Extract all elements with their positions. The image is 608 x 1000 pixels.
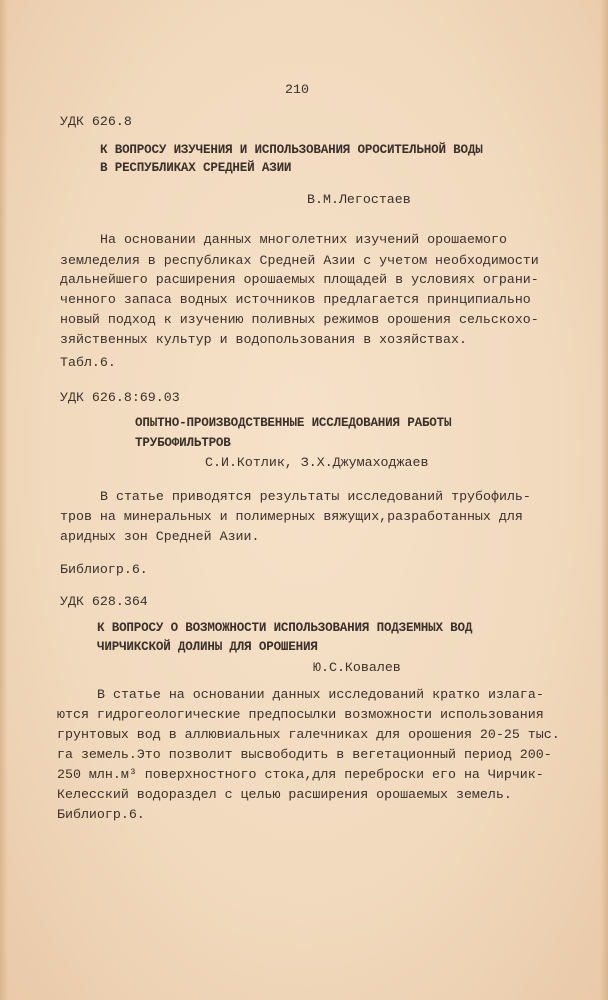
article-title-line: В РЕСПУБЛИКАХ СРЕДНЕЙ АЗИИ bbox=[100, 161, 292, 175]
article-authors: В.М.Легостаев bbox=[307, 192, 411, 207]
article-title-line: ОПЫТНО-ПРОИЗВОДСТВЕННЫЕ ИССЛЕДОВАНИЯ РАБОТЫ bbox=[135, 416, 452, 430]
abstract-line: На основании данных многолетних изучений орошаемого bbox=[100, 232, 507, 247]
udk-code: УДК 626.8 bbox=[60, 114, 132, 129]
abstract-line: В статье приводятся результаты исследований трубофиль- bbox=[100, 489, 531, 504]
article-note: Табл.6. bbox=[60, 355, 116, 370]
udk-code: УДК 626.8:69.03 bbox=[60, 390, 180, 405]
abstract-line: новый подход к изучению поливных режимов орошения сельскохо- bbox=[60, 312, 539, 327]
udk-code: УДК 628.364 bbox=[60, 594, 148, 609]
abstract-line: дальнейшего расширения орошаемых площадей в условиях ограни- bbox=[60, 272, 539, 287]
page-edge-left bbox=[0, 0, 8, 1000]
abstract-line: грунтовых вод в аллювиальных галечниках для орошения 20-25 тыс. bbox=[57, 727, 560, 742]
abstract-line: зяйственных культур и водопользования в хозяйствах. bbox=[60, 332, 467, 347]
abstract-line: ются гидрогеологические предпосылки возможности использования bbox=[57, 707, 544, 722]
abstract-line: 250 млн.м³ поверхностного стока,для переброски его на Чирчик- bbox=[57, 767, 544, 782]
article-title-line: К ВОПРОСУ О ВОЗМОЖНОСТИ ИСПОЛЬЗОВАНИЯ ПОДЗЕМНЫХ ВОД bbox=[97, 621, 473, 635]
abstract-line: аридных зон Средней Азии. bbox=[60, 529, 260, 544]
abstract-line: ченного запаса водных источников предлагается принципиально bbox=[60, 292, 531, 307]
page-edge-right bbox=[600, 0, 608, 1000]
article-note: Библиогр.6. bbox=[57, 807, 145, 822]
page-number: 210 bbox=[285, 82, 309, 97]
article-note: Библиогр.6. bbox=[60, 562, 148, 577]
article-title-line: ТРУБОФИЛЬТРОВ bbox=[135, 436, 231, 450]
abstract-line: тров на минеральных и полимерных вяжущих,разработанных для bbox=[60, 509, 523, 524]
article-title-line: К ВОПРОСУ ИЗУЧЕНИЯ И ИСПОЛЬЗОВАНИЯ ОРОСИТЕЛЬНОЙ ВОДЫ bbox=[100, 143, 483, 157]
article-authors: Ю.С.Ковалев bbox=[313, 660, 401, 675]
abstract-line: га земель.Это позволит высвободить в вегетационный период 200- bbox=[57, 747, 552, 762]
article-authors: С.И.Котлик, З.Х.Джумаходжаев bbox=[205, 455, 429, 470]
abstract-line: В статье на основании данных исследований кратко излага- bbox=[97, 687, 544, 702]
abstract-line: земледелия в республиках Средней Азии с учетом необходимости bbox=[60, 253, 539, 268]
abstract-line: Келесский водораздел с целью расширения орошаемых земель. bbox=[57, 787, 512, 802]
article-title-line: ЧИРЧИКСКОЙ ДОЛИНЫ ДЛЯ ОРОШЕНИЯ bbox=[97, 640, 318, 654]
